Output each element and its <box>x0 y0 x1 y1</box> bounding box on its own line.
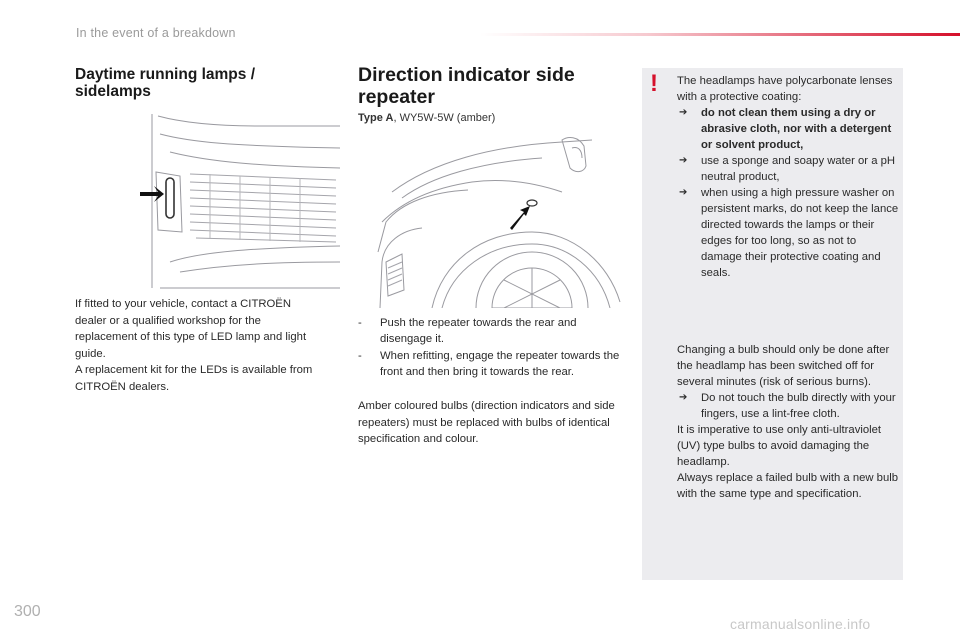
amber-note: Amber coloured bulbs (direction indicators and side repeaters) must be replaced with bulbs of identical specification and colour. <box>358 400 615 445</box>
drl-text-line: guide. <box>75 347 106 360</box>
list-item <box>358 348 628 380</box>
drl-text-line: If fitted to your vehicle, contact a CITROËN <box>75 298 291 310</box>
note-bullet: do not clean them using a dry or abrasive cloth, nor with a detergent or solvent product, <box>701 107 892 151</box>
note-bullet: use a sponge and soapy water or a pH neutral product, <box>701 155 896 183</box>
drl-text <box>75 296 340 395</box>
headlamp-care-note <box>677 73 899 281</box>
drl-illustration <box>140 112 340 290</box>
arrow-icon: ➔ <box>679 187 688 198</box>
arrow-icon: ➔ <box>679 107 688 118</box>
uv-text: It is imperative to use only anti-ultraviolet (UV) type bulbs to avoid damaging the headlamp. <box>677 424 882 468</box>
bulb-intro: Changing a bulb should only be done after the headlamp has been switched off for several minutes (risk of serious burns). <box>677 344 890 388</box>
list-item <box>677 390 899 422</box>
drl-title: Daytime running lamps / sidelamps <box>75 66 256 100</box>
drl-text-line: replacement of this type of LED lamp and light <box>75 331 307 343</box>
step-text: Push the repeater towards the rear and disengage it. <box>380 317 577 345</box>
step-marker: - <box>358 350 362 362</box>
type-spec: , WY5W-5W (amber) <box>393 112 496 124</box>
type-line <box>358 112 495 124</box>
list-item <box>677 153 899 185</box>
warning-icon: ! <box>650 70 658 97</box>
step-text: When refitting, engage the repeater towards the front and then bring it towards the rear. <box>380 350 620 378</box>
bulb-bullet: Do not touch the bulb directly with your fingers, use a lint-free cloth. <box>701 392 896 420</box>
drl-text-line: dealer or a qualified workshop for the <box>75 314 261 327</box>
list-item <box>358 315 628 347</box>
type-label: Type A <box>358 112 394 124</box>
drl-text-line: CITROËN dealers. <box>75 380 170 393</box>
watermark: carmanualsonline.info <box>730 616 871 632</box>
step-marker: - <box>358 317 362 329</box>
header-rule <box>480 33 960 36</box>
repeater-illustration <box>372 132 622 308</box>
arrow-icon: ➔ <box>679 392 688 403</box>
replace-text: Always replace a failed bulb with a new bulb with the same type and specification. <box>677 472 899 500</box>
removal-steps <box>358 315 628 381</box>
header-title: In the event of a breakdown <box>76 26 236 40</box>
arrow-icon: ➔ <box>679 155 688 166</box>
page-number: 300 <box>14 603 41 620</box>
list-item <box>677 185 899 281</box>
note-bullet: when using a high pressure washer on persistent marks, do not keep the lance directed towards the lamps or their edges for too long, so as not to damage their protective coating and seals. <box>701 187 899 279</box>
note-intro: The headlamps have polycarbonate lenses with a protective coating: <box>677 75 893 103</box>
drl-text-line: A replacement kit for the LEDs is available from <box>75 364 313 376</box>
bulb-change-note <box>677 342 899 502</box>
direction-title: Direction indicator side repeater <box>358 64 575 108</box>
list-item <box>677 105 899 153</box>
